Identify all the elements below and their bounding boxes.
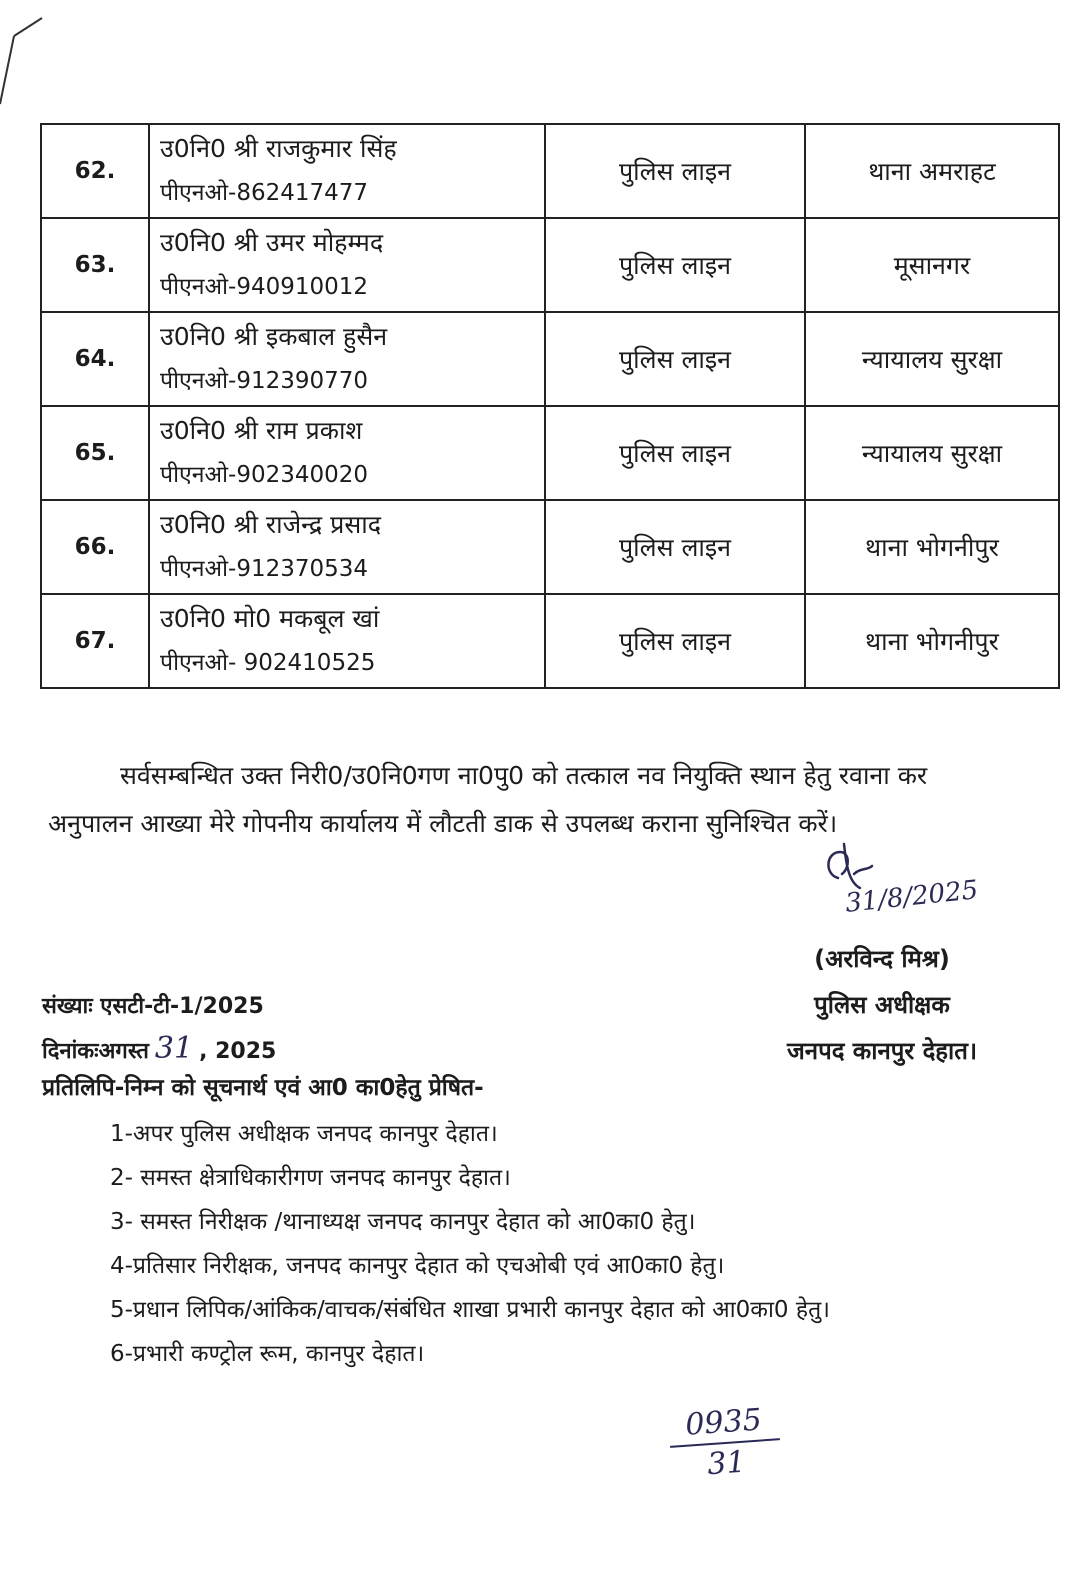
serial-cell: 65. bbox=[41, 406, 149, 500]
copy-item: 3- समस्त निरीक्षक /थानाध्यक्ष जनपद कानपुर देहात को आ0का0 हेतु। bbox=[110, 1209, 696, 1235]
table-row bbox=[41, 124, 1059, 218]
officer-name-line: उ0नि0 श्री राजेन्द्र प्रसाद bbox=[160, 510, 382, 539]
new-posting-cell: थाना अमराहट bbox=[805, 124, 1059, 218]
reference-date bbox=[42, 1028, 276, 1073]
current-posting-cell: पुलिस लाइन bbox=[545, 124, 805, 218]
new-posting-cell: थाना भोगनीपुर bbox=[805, 594, 1059, 688]
serial-cell: 63. bbox=[41, 218, 149, 312]
serial-cell: 64. bbox=[41, 312, 149, 406]
current-posting-cell: पुलिस लाइन bbox=[545, 312, 805, 406]
reference-date-day: 31 bbox=[154, 1031, 194, 1066]
copy-item: 6-प्रभारी कण्ट्रोल रूम, कानपुर देहात। bbox=[110, 1341, 425, 1367]
handwritten-number bbox=[667, 1401, 782, 1484]
officer-cell bbox=[149, 500, 545, 594]
serial-cell: 66. bbox=[41, 500, 149, 594]
serial-cell: 67. bbox=[41, 594, 149, 688]
officer-name-line: उ0नि0 श्री राजकुमार सिंह bbox=[160, 134, 397, 163]
handwritten-number-top: 0935 bbox=[684, 1402, 763, 1443]
serial-cell: 62. bbox=[41, 124, 149, 218]
officer-name-line: उ0नि0 श्री राम प्रकाश bbox=[160, 416, 363, 445]
officer-cell bbox=[149, 312, 545, 406]
officer-district: जनपद कानपुर देहात। bbox=[786, 1037, 978, 1065]
reference-date-year: , 2025 bbox=[199, 1039, 277, 1064]
officer-pno-line: पीएनओ-902340020 bbox=[160, 462, 369, 488]
officer-cell bbox=[149, 406, 545, 500]
signature-date: 31/8/2025 bbox=[843, 875, 980, 919]
officer-name-line: उ0नि0 श्री इकबाल हुसैन bbox=[160, 322, 388, 351]
current-posting-cell: पुलिस लाइन bbox=[545, 594, 805, 688]
corner-pen-mark bbox=[0, 0, 60, 110]
current-posting-cell: पुलिस लाइन bbox=[545, 218, 805, 312]
new-posting-cell: न्यायालय सुरक्षा bbox=[805, 406, 1059, 500]
copy-item: 5-प्रधान लिपिक/आंकिक/वाचक/संबंधित शाखा प्रभारी कानपुर देहात को आ0का0 हेतु। bbox=[110, 1297, 830, 1323]
new-posting-cell: थाना भोगनीपुर bbox=[805, 500, 1059, 594]
officer-cell bbox=[149, 124, 545, 218]
table-row bbox=[41, 500, 1059, 594]
reference-block bbox=[42, 986, 276, 1073]
officer-name-line: उ0नि0 मो0 मकबूल खां bbox=[160, 604, 380, 633]
officer-pno-line: पीएनओ- 902410525 bbox=[160, 650, 376, 676]
instruction-line: सर्वसम्बन्धित उक्त निरी0/उ0नि0गण ना0पु0 को तत्काल नव नियुक्ति स्थान हेतु रवाना कर bbox=[120, 761, 928, 790]
instruction-line: अनुपालन आख्या मेरे गोपनीय कार्यालय में लौटती डाक से उपलब्ध कराना सुनिश्चित करें। bbox=[48, 809, 838, 838]
reference-date-prefix: दिनांकःअगस्त bbox=[42, 1039, 149, 1064]
table-row bbox=[41, 312, 1059, 406]
officer-name: (अरविन्द मिश्र) bbox=[814, 945, 950, 973]
current-posting-cell: पुलिस लाइन bbox=[545, 500, 805, 594]
officer-pno-line: पीएनओ-940910012 bbox=[160, 274, 369, 300]
new-posting-cell: न्यायालय सुरक्षा bbox=[805, 312, 1059, 406]
table-row bbox=[41, 594, 1059, 688]
table-row bbox=[41, 218, 1059, 312]
copy-heading: प्रतिलिपि-निम्न को सूचनार्थ एवं आ0 का0हेतु प्रेषित- bbox=[42, 1075, 484, 1101]
officer-pno-line: पीएनओ-862417477 bbox=[160, 180, 369, 206]
table-row bbox=[41, 406, 1059, 500]
copy-item: 4-प्रतिसार निरीक्षक, जनपद कानपुर देहात को एचओबी एवं आ0का0 हेतु। bbox=[110, 1253, 725, 1279]
officer-pno-line: पीएनओ-912390770 bbox=[160, 368, 369, 394]
officer-designation: पुलिस अधीक्षक bbox=[814, 991, 950, 1019]
copy-item: 2- समस्त क्षेत्राधिकारीगण जनपद कानपुर देहात। bbox=[110, 1165, 511, 1191]
transfer-table bbox=[40, 123, 1060, 689]
new-posting-cell: मूसानगर bbox=[805, 218, 1059, 312]
officer-cell bbox=[149, 594, 545, 688]
officer-block bbox=[752, 936, 1012, 1074]
handwritten-number-bottom: 31 bbox=[706, 1444, 747, 1483]
officer-pno-line: पीएनओ-912370534 bbox=[160, 556, 369, 582]
reference-number: संख्याः एसटी-टी-1/2025 bbox=[42, 994, 264, 1019]
officer-cell bbox=[149, 218, 545, 312]
instruction-paragraph bbox=[48, 752, 1018, 848]
copy-item: 1-अपर पुलिस अधीक्षक जनपद कानपुर देहात। bbox=[110, 1121, 498, 1147]
copy-list bbox=[110, 1112, 1010, 1376]
officer-name-line: उ0नि0 श्री उमर मोहम्मद bbox=[160, 228, 384, 257]
current-posting-cell: पुलिस लाइन bbox=[545, 406, 805, 500]
